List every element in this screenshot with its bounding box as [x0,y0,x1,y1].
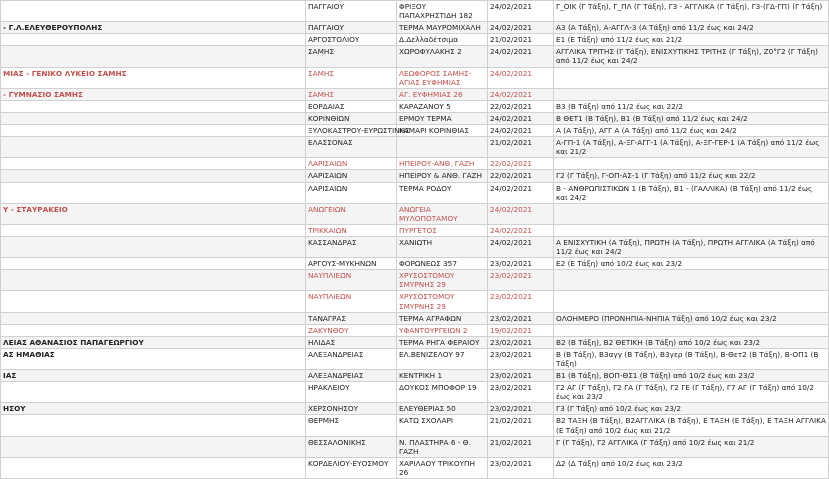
school-cell [1,137,306,158]
area-cell: ΧΕΡΣΟΝΗΣΟΥ [306,403,397,415]
area-cell: ΘΕΣΣΑΛΟΝΙΚΗΣ [306,436,397,457]
school-cell [1,324,306,336]
address-cell: ΔΟΥΚΟΣ ΜΠΟΦΟΡ 19 [397,382,488,403]
school-cell [1,112,306,124]
classes-cell: Ε1 (Ε Τάξη) από 11/2 έως και 21/2 [554,34,829,46]
school-cell: Υ - ΣΤΑΥΡΑΚΕΙΟ [1,203,306,224]
school-cell: ΛΕΙΑΣ ΑΘΑΝΑΣΙΟΣ ΠΑΠΑΓΕΩΡΓΙΟΥ [1,336,306,348]
table-row [1,270,829,291]
address-cell: ΗΠΕΙΡΟΥ & ΑΝΘ. ΓΑΖΗ [397,170,488,182]
date-cell: 23/02/2021 [488,457,554,478]
school-cell [1,382,306,403]
table-row [1,312,829,324]
address-cell: ΚΑΜΑΡΙ ΚΟΡΙΝΘΙΑΣ [397,125,488,137]
table-row [1,370,829,382]
address-cell: ΧΑΡΙΛΑΟΥ ΤΡΙΚΟΥΠΗ 26 [397,457,488,478]
classes-cell: Γ2 ΑΓ (Γ Τάξη), Γ2 ΓΑ (Γ Τάξη), Γ2 ΓΕ (Γ Τάξη), Γ7 ΑΓ (Γ Τάξη) από 10/2 έως και 23/2 [554,382,829,403]
table-row [1,170,829,182]
address-cell: ΦΡΙΞΟΥ ΠΑΠΑΧΡΗΣΤΙΔΗ 182 [397,1,488,22]
area-cell: ΠΑΓΓΑΙΟΥ [306,1,397,22]
area-cell: ΗΛΙΔΑΣ [306,336,397,348]
classes-cell: Γ3 (Γ Τάξη) από 10/2 έως και 23/2 [554,403,829,415]
table-row [1,100,829,112]
school-cell: - ΓΥΜΝΑΣΙΟ ΣΑΜΗΣ [1,88,306,100]
address-cell: ΦΟΡΩΝΕΩΣ 357 [397,258,488,270]
area-cell: ΑΛΕΞΑΝΔΡΕΙΑΣ [306,348,397,369]
address-cell: Δ.Δελλαδέτσιμα [397,34,488,46]
date-cell: 23/02/2021 [488,336,554,348]
address-cell: ΠΥΡΓΕΤΟΣ [397,224,488,236]
address-cell [397,137,488,158]
table-row [1,324,829,336]
area-cell: ΕΟΡΔΑΙΑΣ [306,100,397,112]
classes-cell: Α ΕΝΙΣΧΥΤΙΚΗ (Α Τάξη), ΠΡΩΤΗ (Α Τάξη), ΠΡΩΤΗ ΑΓΓΛΙΚΑ (Α Τάξη) από 11/2 έως και 24/2 [554,236,829,257]
area-cell: ΑΡΓΟΣΤΟΛΙΟΥ [306,34,397,46]
school-cell [1,34,306,46]
table-row [1,291,829,312]
table-row [1,112,829,124]
classes-cell [554,67,829,88]
area-cell: ΝΑΥΠΛΙΕΩΝ [306,291,397,312]
school-cell: ΜΙΑΣ - ΓΕΝΙΚΟ ΛΥΚΕΙΟ ΣΑΜΗΣ [1,67,306,88]
area-cell: ΛΑΡΙΣΑΙΩΝ [306,158,397,170]
school-cell [1,436,306,457]
classes-cell: Ε2 (Ε Τάξη) από 10/2 έως και 23/2 [554,258,829,270]
date-cell: 23/02/2021 [488,370,554,382]
date-cell: 23/02/2021 [488,382,554,403]
classes-cell [554,324,829,336]
date-cell: 23/02/2021 [488,403,554,415]
school-cell [1,46,306,67]
date-cell: 22/02/2021 [488,158,554,170]
school-cell: ΙΑΣ [1,370,306,382]
date-cell: 24/02/2021 [488,236,554,257]
date-cell: 24/02/2021 [488,203,554,224]
table-row [1,258,829,270]
classes-cell: Β2 ΤΑΞΗ (Β Τάξη), Β2ΑΓΓΛΙΚΑ (Β Τάξη), Ε ΤΑΞΗ (Ε Τάξη), Ε ΤΑΞΗ ΑΓΓΛΙΚΑ (Ε Τάξη) από 10/2 έως και 21/2 [554,415,829,436]
date-cell: 22/02/2021 [488,100,554,112]
classes-cell: Β (Β Τάξη), Β3αγγ (Β Τάξη), Β3γερ (Β Τάξη), Β-Θετ2 (Β Τάξη), Β-ΟΠ1 (Β Τάξη) [554,348,829,369]
date-cell: 23/02/2021 [488,291,554,312]
classes-cell: Β - ΑΝΘΡΩΠΙΣΤΙΚΩΝ 1 (Β Τάξη), Β1 - (ΓΑΛΛΙΚΑ) (Β Τάξη) από 11/2 έως και 24/2 [554,182,829,203]
area-cell: ΑΡΓΟΥΣ-ΜΥΚΗΝΩΝ [306,258,397,270]
table-row [1,67,829,88]
date-cell: 24/02/2021 [488,1,554,22]
area-cell: ΛΑΡΙΣΑΙΩΝ [306,170,397,182]
area-cell: ΤΑΝΑΓΡΑΣ [306,312,397,324]
table-row [1,403,829,415]
area-cell: ΑΛΕΞΑΝΔΡΕΙΑΣ [306,370,397,382]
date-cell: 21/02/2021 [488,34,554,46]
address-cell: ΧΑΝΙΩΤΗ [397,236,488,257]
table-row [1,336,829,348]
table-row [1,348,829,369]
area-cell: ΚΑΣΣΑΝΔΡΑΣ [306,236,397,257]
area-cell: ΣΑΜΗΣ [306,88,397,100]
school-cell [1,457,306,478]
table-row [1,125,829,137]
classes-cell: Β2 (Β Τάξη), Β2 ΘΕΤΙΚΗ (Β Τάξη) από 10/2 έως και 23/2 [554,336,829,348]
date-cell: 24/02/2021 [488,46,554,67]
date-cell: 21/02/2021 [488,137,554,158]
table-row [1,236,829,257]
address-cell: ΕΛ.ΒΕΝΙΖΕΛΟΥ 97 [397,348,488,369]
school-cell: ΑΣ ΗΜΑΘΙΑΣ [1,348,306,369]
classes-cell [554,270,829,291]
date-cell: 24/02/2021 [488,22,554,34]
school-cell [1,291,306,312]
classes-cell: Γ (Γ Τάξη), Γ2 ΑΓΓΛΙΚΑ (Γ Τάξη) από 10/2 έως και 21/2 [554,436,829,457]
area-cell: ΕΛΑΣΣΟΝΑΣ [306,137,397,158]
area-cell: ΣΑΜΗΣ [306,46,397,67]
classes-cell [554,88,829,100]
classes-cell: Α3 (Α Τάξη), Α-ΑΓΓΛ-3 (Α Τάξη) από 11/2 έως και 24/2 [554,22,829,34]
date-cell: 24/02/2021 [488,182,554,203]
school-cell [1,125,306,137]
classes-cell [554,158,829,170]
address-cell: ΧΡΥΣΟΣΤΟΜΟΥ ΣΜΥΡΝΗΣ 29 [397,270,488,291]
classes-cell [554,224,829,236]
address-cell: ΚΑΤΩ ΣΧΟΛΑΡΙ [397,415,488,436]
school-cell [1,100,306,112]
school-cell: ΗΣΟΥ [1,403,306,415]
date-cell: 23/02/2021 [488,348,554,369]
area-cell: ΚΟΡΙΝΘΙΩΝ [306,112,397,124]
address-cell: ΤΕΡΜΑ ΡΟΔΟΥ [397,182,488,203]
school-cell [1,1,306,22]
classes-cell: Α-ΓΠ-1 (Α Τάξη), Α-ΞΓ-ΑΓΓ-1 (Α Τάξη), Α-ΞΓ-ΓΕΡ-1 (Α Τάξη) από 11/2 έως και 21/2 [554,137,829,158]
school-cell [1,258,306,270]
table-row [1,182,829,203]
address-cell: ΚΕΝΤΡΙΚΗ 1 [397,370,488,382]
table-row [1,203,829,224]
table-row [1,224,829,236]
table-row [1,382,829,403]
area-cell: ΑΝΩΓΕΙΩΝ [306,203,397,224]
area-cell: ΠΑΓΓΑΙΟΥ [306,22,397,34]
area-cell: ΞΥΛΟΚΑΣΤΡΟΥ-ΕΥΡΩΣΤΙΝΗΣ [306,125,397,137]
address-cell: ΤΕΡΜΑ ΡΗΓΑ ΦΕΡΑΙΟΥ [397,336,488,348]
classes-cell: Β1 (Β Τάξη), ΒΟΠ-ΘΣ1 (Β Τάξη) από 10/2 έως και 23/2 [554,370,829,382]
address-cell: ΥΦΑΝΤΟΥΡΓΕΙΩΝ 2 [397,324,488,336]
classes-cell: Γ2 (Γ Τάξη), Γ-ΟΠ-ΑΣ-1 (Γ Τάξη) από 11/2 έως και 22/2 [554,170,829,182]
address-cell: ΤΕΡΜΑ ΑΓΡΑΦΩΝ [397,312,488,324]
address-cell: ΚΑΡΑΖΑΝΟΥ 5 [397,100,488,112]
table-row [1,22,829,34]
table-row [1,457,829,478]
address-cell: ΑΓ. ΕΥΦΗΜΙΑΣ 26 [397,88,488,100]
address-cell: ΕΛΕΥΘΕΡΙΑΣ 50 [397,403,488,415]
date-cell: 19/02/2021 [488,324,554,336]
area-cell: ΘΕΡΜΗΣ [306,415,397,436]
school-cell [1,158,306,170]
classes-cell: ΟΛΟΗΜΕΡΟ (ΠΡΟΝΗΠΙΑ-ΝΗΠΙΑ Τάξη) από 10/2 έως και 23/2 [554,312,829,324]
date-cell: 21/02/2021 [488,436,554,457]
classes-cell: ΑΓΓΛΙΚΑ ΤΡΙΤΗΣ (Γ Τάξη), ΕΝΙΣΧΥΤΙΚΗΣ ΤΡΙΤΗΣ (Γ Τάξη), Ζ0°Γ2 (Γ Τάξη) από 11/2 έως και 24/2 [554,46,829,67]
date-cell: 23/02/2021 [488,312,554,324]
school-cell [1,415,306,436]
date-cell: 24/02/2021 [488,67,554,88]
school-cell [1,182,306,203]
table-row [1,137,829,158]
area-cell: ΚΟΡΔΕΛΙΟΥ-ΕΥΟΣΜΟΥ [306,457,397,478]
school-cell [1,312,306,324]
address-cell: ΧΩΡΟΦΥΛΑΚΗΣ 2 [397,46,488,67]
classes-cell [554,291,829,312]
table-row [1,46,829,67]
classes-cell: Δ2 (Δ Τάξη) από 10/2 έως και 23/2 [554,457,829,478]
area-cell: ΣΑΜΗΣ [306,67,397,88]
classes-cell: Β ΘΕΤ1 (Β Τάξη), Β1 (Β Τάξη) από 11/2 έως και 24/2 [554,112,829,124]
address-cell: ΑΝΩΓΕΙΑ ΜΥΛΟΠΟΤΑΜΟΥ [397,203,488,224]
table-row [1,88,829,100]
address-cell: ΕΡΜΟΥ ΤΕΡΜΑ [397,112,488,124]
school-cell: - Γ.Λ.ΕΛΕΥΘΕΡΟΥΠΟΛΗΣ [1,22,306,34]
classes-cell [554,203,829,224]
date-cell: 21/02/2021 [488,415,554,436]
school-cell [1,224,306,236]
date-cell: 23/02/2021 [488,258,554,270]
school-cell [1,236,306,257]
address-cell: Ν. ΠΛΑΣΤΗΡΑ 6 - Θ. ΓΑΖΗ [397,436,488,457]
classes-cell: Γ_ΟΙΚ (Γ Τάξη), Γ_ΠΛ (Γ Τάξη), Γ3 - ΑΓΓΛΙΚΑ (Γ Τάξη), Γ3-(ΓΔ-ΓΠ) (Γ Τάξη) [554,1,829,22]
date-cell: 24/02/2021 [488,112,554,124]
table-row [1,158,829,170]
date-cell: 23/02/2021 [488,270,554,291]
date-cell: 24/02/2021 [488,88,554,100]
table-row [1,415,829,436]
classes-cell: Β3 (Β Τάξη) από 11/2 έως και 22/2 [554,100,829,112]
address-cell: ΧΡΥΣΟΣΤΟΜΟΥ ΣΜΥΡΝΗΣ 29 [397,291,488,312]
school-cell [1,270,306,291]
classes-cell: Α (Α Τάξη), ΑΓΓ Α (Α Τάξη) από 11/2 έως και 24/2 [554,125,829,137]
table-row [1,436,829,457]
table-row [1,1,829,22]
address-cell: ΛΕΩΦΟΡΟΣ ΣΑΜΗΣ-ΑΓΙΑΣ ΕΥΦΗΜΙΑΣ [397,67,488,88]
area-cell: ΖΑΚΥΝΘΟΥ [306,324,397,336]
date-cell: 24/02/2021 [488,224,554,236]
table-body [1,1,829,479]
table-row [1,34,829,46]
address-cell: ΤΕΡΜΑ ΜΑΥΡΟΜΙΧΑΛΗ [397,22,488,34]
date-cell: 24/02/2021 [488,125,554,137]
area-cell: ΝΑΥΠΛΙΕΩΝ [306,270,397,291]
area-cell: ΗΡΑΚΛΕΙΟΥ [306,382,397,403]
school-cell [1,170,306,182]
address-cell: ΗΠΕΙΡΟΥ-ΑΝΘ. ΓΑΖΗ [397,158,488,170]
area-cell: ΛΑΡΙΣΑΙΩΝ [306,182,397,203]
area-cell: ΤΡΙΚΚΑΙΩΝ [306,224,397,236]
date-cell: 22/02/2021 [488,170,554,182]
